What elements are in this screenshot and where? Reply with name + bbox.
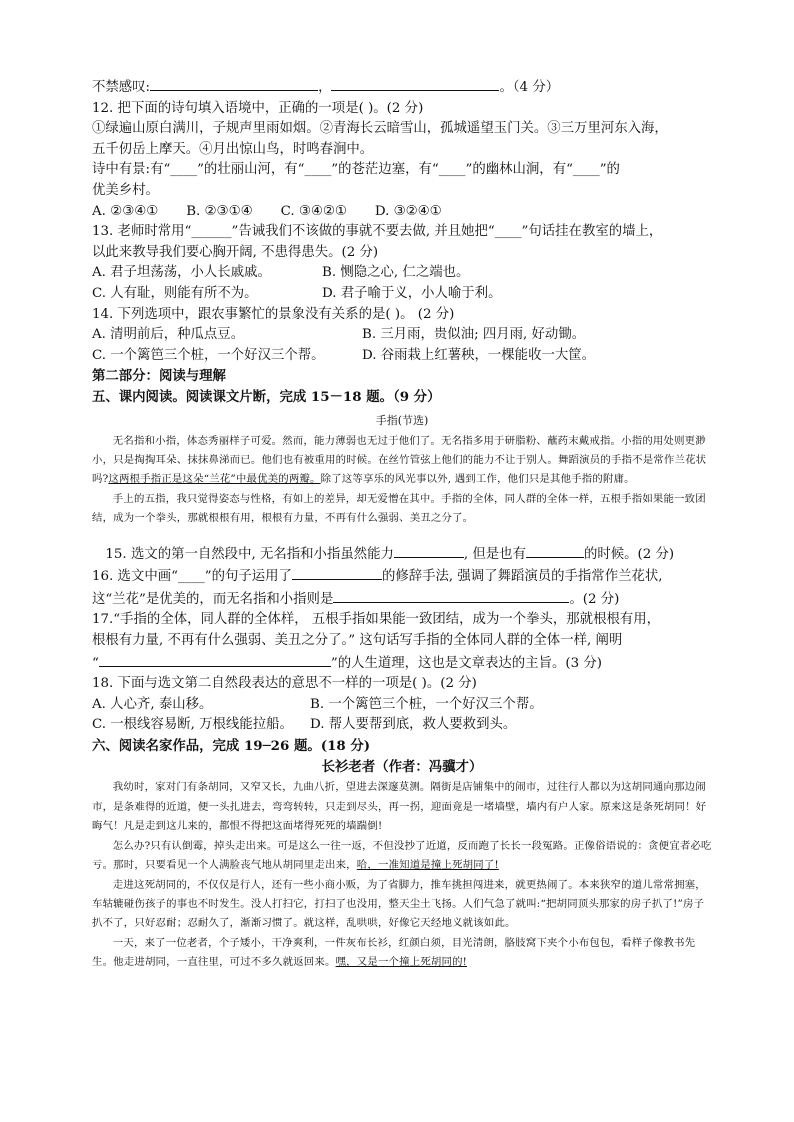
- passage-2-para-2: [92, 837, 712, 876]
- q18-options-1: [92, 695, 712, 716]
- text: 。(2 分): [569, 591, 620, 607]
- text: 怎么办?只有认倒霉，掉头走出来。可是这么一往一返，不但没抄了近道，反而跑了长长一段冤路。正像俗语说的：贪便宜者必吃亏。那时，只要看见一个人满脸丧气地从胡同里走出来，: [92, 839, 712, 872]
- passage-2-para-4: [92, 934, 712, 973]
- q12-poem-2: 五千仞岳上摩天。④月出惊山鸟，时鸣春涧中。: [92, 141, 374, 157]
- text: ，: [318, 80, 332, 95]
- text: 16. 选文中画“____”的句子运用了: [92, 569, 292, 585]
- q13-option-c[interactable]: C. 人有耻，则能有所不为。: [92, 285, 258, 301]
- q13-option-a[interactable]: A. 君子坦荡荡，小人长戚戚。: [92, 265, 271, 281]
- passage-2-para-1: 我幼时，家对门有条胡同，又窄又长，九曲八折，望进去深邃莫测。隔街是店铺集中的闹市，过往行人都以为这胡同通向那边闹市，是条难得的近道，便一头扎进去，弯弯转转，只走到尽头，再一拐，迎面竟是一堵墙壁，墙内有户人家。原来这是条死胡同！好晦气！凡是走到这儿来的，都恨不得把这面堵得死死的墙踹倒!: [92, 781, 707, 833]
- q17-3: [92, 652, 712, 675]
- q13-options-2: [92, 284, 712, 305]
- q12-option-b[interactable]: B. ②③①④: [186, 203, 253, 219]
- q11-tail: [92, 76, 712, 99]
- q18-option-a[interactable]: A. 人心齐, 泰山移。: [92, 696, 213, 712]
- text: 无名指和小指，体态秀丽样子可爱。然而，能力薄弱也无过于他们了。无名指多用于研脂粉、蘸药末戴戒指。小指的用处则更渺小，只是掏掏耳朵、抹抹鼻涕而已。他们也有被重用的时候。在丝竹管弦上他们的能力不让于别人。舞蹈演员的手指不是常作兰花状吗?: [92, 434, 707, 486]
- q12-option-a[interactable]: A. ②③④①: [92, 203, 159, 219]
- q15: [92, 543, 712, 566]
- text: “: [92, 655, 99, 671]
- q17-2: 根根有力量, 不再有什么强弱、美丑之分了。” 这句话写手指的全体同人群的全体一样, 阐明: [92, 632, 623, 648]
- passage-2-para-3: 走进这死胡同的，不仅仅是行人，还有一些小商小贩，为了省脚力，推车挑担闯进来，就更热闹了。本来狭窄的道儿常常拥塞，车轱辘碰伤孩子的事也不时发生。没人打扫它，打扫了也没用，整天尘土飞扬。人们气急了就叫:“把胡同顶头那家的房子扒了!”房子扒不了，只好忍耐；忍耐久了，渐渐习惯了。就这样，乱哄哄，好像它天经地义就该如此。: [92, 878, 706, 930]
- section-6-heading: 六、阅读名家作品，完成 19─26 题。(18 分): [92, 737, 371, 754]
- text: 的时候。(2 分): [583, 546, 675, 562]
- q13-stem: 13. 老师时常用“______”告诫我们不该做的事就不要去做, 并且她把“____”句话挂在教室的墙上，: [92, 224, 663, 240]
- section-5-heading: 五、课内阅读。阅读课文片断，完成 15－18 题。（9 分）: [92, 388, 441, 405]
- q13-option-b[interactable]: B. 恻隐之心, 仁之端也。: [322, 265, 470, 281]
- q18-stem: 18. 下面与选文第二自然段表达的意思不一样的一项是( )。(2 分): [92, 676, 477, 692]
- q18-option-d[interactable]: D. 帮人要帮到底，救人要救到头。: [310, 717, 517, 733]
- q17: 17.“手指的全体，同人群的全体样， 五根手指如果能一致团结，成为一个拳头，那就根根有用，: [92, 612, 661, 628]
- answer-blank[interactable]: [331, 76, 499, 91]
- q12-option-d[interactable]: D. ③②④①: [374, 203, 442, 219]
- text: ”的人生道理，这也是文章表达的主旨。(3 分): [330, 655, 602, 671]
- q18-option-c[interactable]: C. 一根线容易断, 万根线能拉船。: [92, 717, 293, 733]
- answer-blank[interactable]: [526, 543, 584, 558]
- text: 这“兰花”是优美的，而无名指和小指则是: [92, 591, 334, 607]
- q13-stem-2: 以此来教导我们要心胸开阔, 不患得患失。(2 分): [92, 244, 379, 260]
- text: 的修辞手法, 强调了舞蹈演员的手指常作兰花状,: [381, 569, 663, 585]
- underlined-sentence: 哈，一准知道是撞上死胡同了!: [356, 859, 499, 872]
- passage-1-para-1: [92, 432, 712, 490]
- text: 不禁感叹:: [92, 80, 151, 95]
- q12-option-c[interactable]: C. ③④②①: [280, 203, 347, 219]
- answer-blank[interactable]: [150, 76, 318, 91]
- passage-2-title: 长衫老者（作者：冯骥才）: [321, 759, 483, 776]
- q12-context-1: 诗中有景:有“____”的壮丽山河，有“____”的苍茫边塞，有“____”的幽林山涧，有“____”的: [92, 162, 620, 178]
- q18-option-b[interactable]: B. 一个篱笆三个桩，一个好汉三个帮。: [310, 696, 543, 712]
- q13-option-d[interactable]: D. 君子喻于义，小人喻于利。: [322, 285, 502, 301]
- q12-options: [92, 202, 712, 223]
- q14-options-1: [92, 325, 712, 346]
- q14-options-2: [92, 346, 712, 367]
- q14-option-b[interactable]: B. 三月雨，贵似油; 四月雨, 好动锄。: [362, 327, 586, 343]
- q14-option-c[interactable]: C. 一个篱笆三个桩，一个好汉三个帮。: [92, 347, 325, 363]
- exam-page: [92, 76, 712, 973]
- underlined-sentence: 这两根手指正是这朵“兰花”中最优美的两瓣。: [108, 473, 321, 486]
- answer-blank[interactable]: [394, 543, 464, 558]
- passage-1-para-2: 手上的五指，我只觉得姿态与性格，有如上的差异，却无爱憎在其中。手指的全体，同人群的全体一样，五根手指如果能一致团结，成为一个拳头，那就根根有用，根根有力量，不再有什么强弱、美丑之分了。: [92, 492, 706, 525]
- q12-context-2: 优美乡村。: [92, 182, 159, 198]
- part-2-heading: 第二部分：阅读与理解: [92, 368, 226, 385]
- q16-2: [92, 588, 712, 611]
- text: , 但是也有: [463, 546, 526, 562]
- q12-stem: 12. 把下面的诗句填入语境中，正确的一项是( )。(2 分): [92, 100, 424, 116]
- q14-option-a[interactable]: A. 清明前后，种瓜点豆。: [92, 327, 245, 343]
- underlined-sentence: 嘿，又是一个撞上死胡同的!: [335, 956, 468, 969]
- q14-stem: 14. 下列选项中，跟农事繁忙的景象没有关系的是( )。 (2 分): [92, 306, 455, 322]
- passage-1-title: 手指(节选): [375, 413, 429, 427]
- answer-blank[interactable]: [333, 588, 569, 603]
- q18-options-2: [92, 715, 712, 736]
- answer-blank[interactable]: [292, 565, 382, 580]
- answer-blank[interactable]: [99, 652, 331, 667]
- q13-options-1: [92, 263, 712, 284]
- q12-poem-1: ①绿遍山原白满川，子规声里雨如烟。②青海长云暗雪山，孤城遥望玉门关。③三万里河东入海，: [92, 121, 668, 137]
- text: 一天，来了一位老者，个子矮小，干净爽利，一件灰布长衫，红颜白须，目光清朗，胳肢窝下夹个小布包包，看样子像教书先生。他走进胡同，一直往里，可过不多久就返回来。: [92, 936, 696, 969]
- q16: [92, 565, 712, 588]
- text: 除了这等享乐的风光事以外, 遇到工作，他们只是其他手指的附庸。: [320, 473, 635, 486]
- text: 15. 选文的第一自然段中, 无名指和小指虽然能力: [105, 546, 394, 562]
- q14-option-d[interactable]: D. 谷雨栽上红薯秧，一棵能收一大筐。: [362, 347, 596, 363]
- text: 。（4 分）: [499, 80, 560, 95]
